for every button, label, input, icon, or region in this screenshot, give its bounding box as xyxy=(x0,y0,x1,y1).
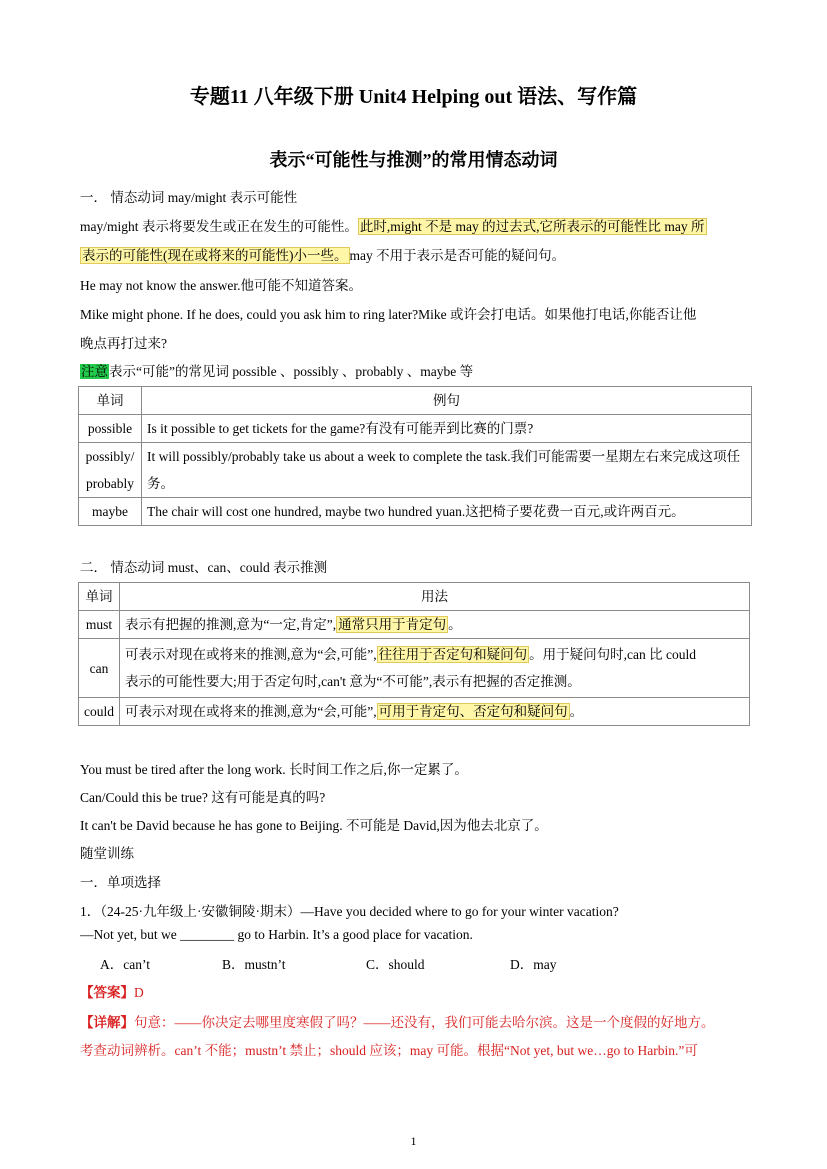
table-header-cell: 用法 xyxy=(120,583,750,611)
table-header-cell: 单词 xyxy=(79,387,142,415)
section-subtitle: 表示“可能性与推测”的常用情态动词 xyxy=(269,150,558,170)
section2-heading: 二． 情态动词 must、can、could 表示推测 xyxy=(80,560,328,575)
explanation-line xyxy=(80,1011,715,1031)
table-usage-cell xyxy=(120,698,750,726)
table-row xyxy=(79,415,752,443)
option-c: C．should xyxy=(366,957,425,972)
table-header-cell: 单词 xyxy=(79,583,120,611)
usage-text: 。 xyxy=(448,617,462,632)
highlight-text: 通常只用于肯定句 xyxy=(338,617,447,632)
table-word-cell: maybe xyxy=(79,498,142,526)
table-row xyxy=(79,639,750,698)
table-row xyxy=(79,443,752,498)
possibility-words-table xyxy=(78,386,752,526)
section1-paragraph-line2 xyxy=(80,244,565,264)
table-example-cell: Is it possible to get tickets for the game?有没有可能弄到比赛的门票? xyxy=(142,415,752,443)
highlight-text: 表示的可能性(现在或将来的可能性)小一些。 xyxy=(82,248,348,263)
usage-text: 可表示对现在或将来的推测,意为“会,可能”, xyxy=(125,704,377,719)
note-text: 表示“可能”的常见词 possible 、possibly 、probably 、maybe 等 xyxy=(109,364,474,379)
table-header-row xyxy=(79,387,752,415)
answer-label: 【答案】 xyxy=(80,985,134,1000)
note-line xyxy=(80,360,473,380)
section1-paragraph-line1 xyxy=(80,215,707,235)
usage-text: 。用于疑问句时,can 比 could xyxy=(529,647,696,662)
table-row xyxy=(79,611,750,639)
highlight-text: 此时,might 不是 may 的过去式,它所表示的可能性比 may 所 xyxy=(359,219,705,234)
usage-text: 。 xyxy=(569,704,584,719)
usage-text: 可表示对现在或将来的推测,意为“会,可能”, xyxy=(125,647,377,662)
usage-text: 表示有把握的推测,意为“一定,肯定”, xyxy=(125,617,337,632)
example-sentence: It can't be David because he has gone to Beijing. 不可能是 David,因为他去北京了。 xyxy=(80,818,548,833)
example-sentence: You must be tired after the long work. 长时间工作之后,你一定累了。 xyxy=(80,762,468,777)
paragraph-text: may 不用于表示是否可能的疑问句。 xyxy=(349,248,566,263)
page-title: 专题11 八年级下册 Unit4 Helping out 语法、写作篇 xyxy=(189,86,638,108)
answer-value: D xyxy=(134,985,144,1000)
option-d: D．may xyxy=(510,957,557,972)
table-header-row xyxy=(79,583,750,611)
explanation-text: 句意：——你决定去哪里度寒假了吗？——还没有，我们可能去哈尔滨。这是一个度假的好地方。 xyxy=(134,1015,715,1030)
example-sentence: Can/Could this be true? 这有可能是真的吗? xyxy=(80,790,326,805)
table-example-cell: It will possibly/probably take us about a week to complete the task.我们可能需要一星期左右来完成这项任务。 xyxy=(142,443,752,498)
inference-modals-table xyxy=(78,582,750,726)
answer-line xyxy=(80,981,144,1001)
table-example-cell: The chair will cost one hundred, maybe two hundred yuan.这把椅子要花费一百元,或许两百元。 xyxy=(142,498,752,526)
table-usage-cell xyxy=(120,639,750,698)
practice-subheading: 一．单项选择 xyxy=(80,875,161,890)
explanation-line: 考查动词辨析。can’t 不能；mustn’t 禁止；should 应该；may 可能。根据“Not yet, but we…go to Harbin.”可 xyxy=(80,1043,698,1058)
highlight-text: 往往用于否定句和疑问句 xyxy=(378,647,528,662)
table-header-cell: 例句 xyxy=(142,387,752,415)
table-word-cell: must xyxy=(79,611,120,639)
note-label: 注意 xyxy=(81,364,108,379)
example-sentence: He may not know the answer.他可能不知道答案。 xyxy=(80,278,362,293)
table-word-cell: possibly/ probably xyxy=(79,443,142,498)
page-number: 1 xyxy=(410,1134,417,1148)
table-word-cell: can xyxy=(79,639,120,698)
table-row xyxy=(79,498,752,526)
example-sentence: Mike might phone. If he does, could you ask him to ring later?Mike 或许会打电话。如果他打电话,你能否让他 xyxy=(80,307,697,322)
table-usage-cell xyxy=(120,611,750,639)
highlight-text: 可用于肯定句、否定句和疑问句 xyxy=(378,704,568,719)
practice-heading: 随堂训练 xyxy=(80,846,134,861)
usage-text: 表示的可能性要大;用于否定句时,can't 意为“不可能”,表示有把握的否定推测。 xyxy=(125,674,581,689)
option-a: A．can’t xyxy=(100,957,150,972)
table-word-cell: could xyxy=(79,698,120,726)
explanation-label: 【详解】 xyxy=(80,1015,134,1030)
table-word-cell: possible xyxy=(79,415,142,443)
section1-heading: 一． 情态动词 may/might 表示可能性 xyxy=(80,190,298,205)
paragraph-text: may/might 表示将要发生或正在发生的可能性。 xyxy=(80,219,358,234)
option-b: B．mustn’t xyxy=(222,957,286,972)
table-row xyxy=(79,698,750,726)
example-sentence: 晚点再打过来? xyxy=(80,336,167,351)
question-1-stem: 1．（24-25·九年级上·安徽铜陵·期末）—Have you decided where to go for your winter vacation? xyxy=(80,904,619,919)
question-1-stem: —Not yet, but we ________ go to Harbin. It’s a good place for vacation. xyxy=(80,927,473,942)
